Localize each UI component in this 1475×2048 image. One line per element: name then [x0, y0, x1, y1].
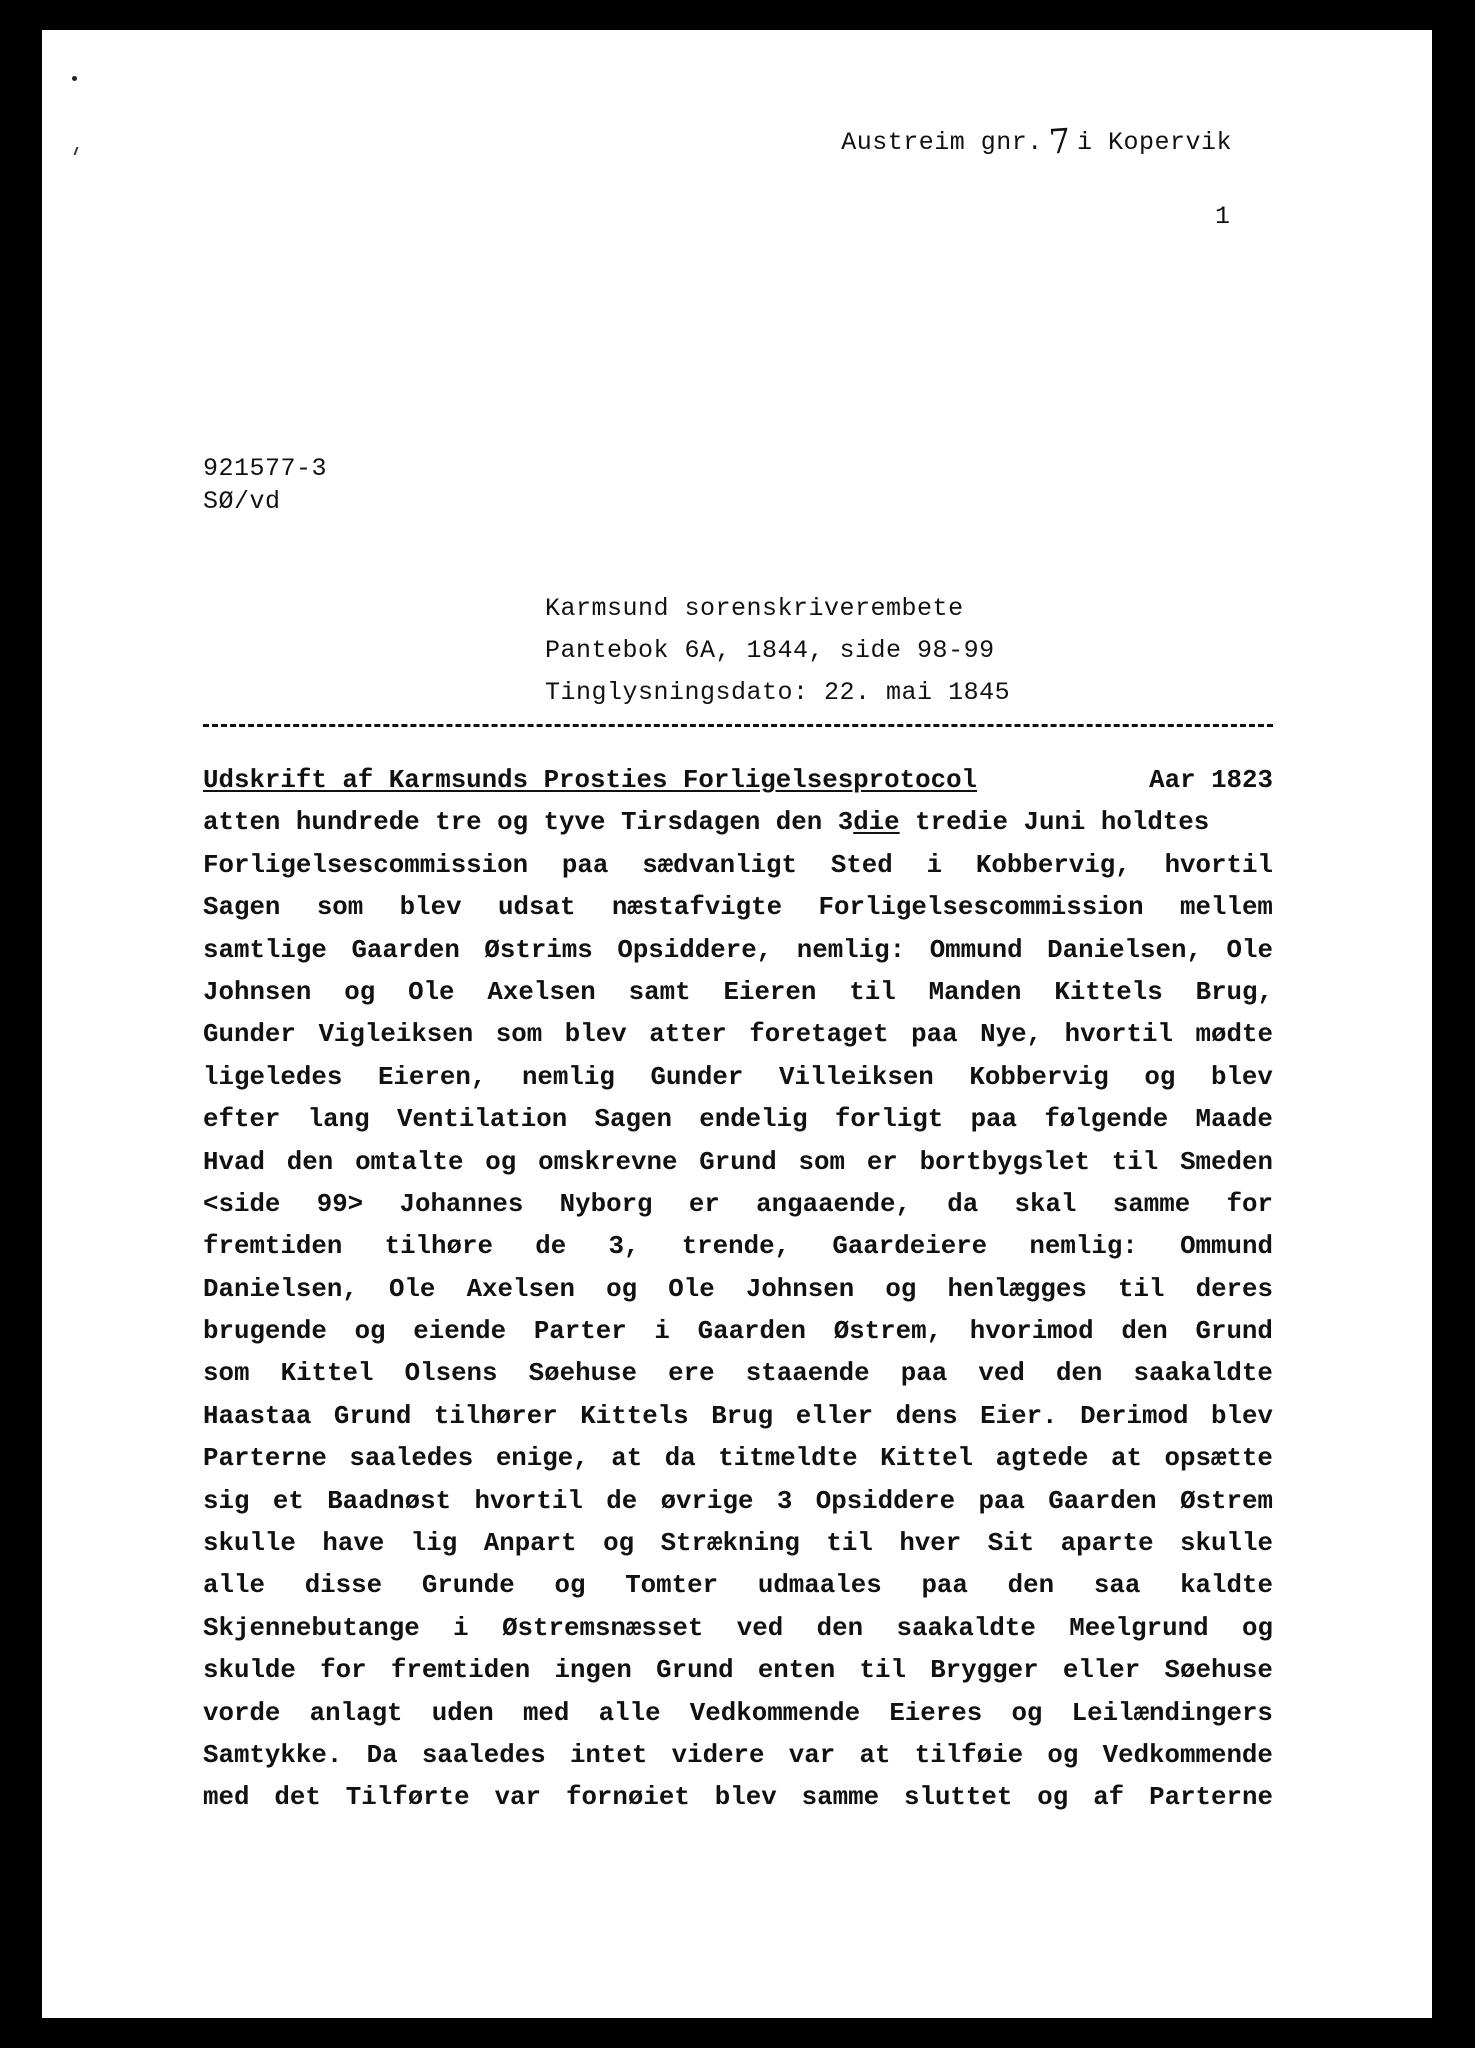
body-word: Hvad — [203, 1147, 265, 1177]
body-word: Derimod — [1080, 1401, 1189, 1431]
body-word: Eieren, — [377, 1062, 487, 1092]
body-word: i — [654, 1317, 670, 1347]
header-prefix: Austreim gnr. — [841, 128, 1043, 157]
body-word: saaledes — [349, 1444, 474, 1474]
body-word: og — [885, 1274, 917, 1304]
body-word: alle — [598, 1698, 661, 1728]
body-word: og — [603, 1529, 635, 1559]
body-word: for — [320, 1656, 367, 1686]
body-word: Johannes — [399, 1189, 524, 1219]
body-line — [203, 1735, 1273, 1777]
body-line — [203, 1523, 1273, 1565]
body-word: Nye, — [980, 1020, 1043, 1050]
body-line-segment — [203, 802, 1209, 844]
body-word: henlægges — [947, 1274, 1087, 1304]
body-word: nemlig: — [1029, 1232, 1138, 1262]
body-word: udmaales — [757, 1571, 882, 1601]
body-word: følgende — [1044, 1105, 1169, 1135]
body-word: Kittels — [580, 1401, 689, 1431]
body-word: næstafvigte — [611, 893, 783, 923]
body-lines — [203, 845, 1273, 1820]
body-word: Gaardeiere — [832, 1232, 988, 1262]
body-word: omtalte — [355, 1147, 464, 1177]
body-word: skulde — [203, 1656, 296, 1686]
body-line — [203, 1014, 1273, 1056]
body-word: hvortil — [474, 1486, 583, 1516]
body-word: Axelsen — [487, 977, 596, 1007]
body-word: til — [826, 1529, 873, 1559]
body-word: og — [344, 977, 376, 1007]
body-line — [203, 802, 1273, 844]
body-word: videre — [671, 1740, 765, 1770]
body-word: de — [535, 1232, 567, 1262]
body-word: de — [606, 1486, 638, 1516]
body-word: titmeldte — [718, 1444, 858, 1474]
body-word: ere — [668, 1359, 715, 1389]
body-word: ingen — [554, 1656, 632, 1686]
body-word: Ole — [408, 977, 455, 1007]
body-word: skulle — [1180, 1529, 1273, 1559]
body-word: brugende — [203, 1317, 327, 1347]
body-word: saakaldte — [1133, 1359, 1273, 1389]
body-word: Brug, — [1195, 977, 1273, 1007]
body-line — [203, 1565, 1273, 1607]
body-word: Tilførte — [345, 1783, 470, 1813]
body-word: som — [495, 1020, 543, 1050]
body-word: trende, — [681, 1232, 791, 1262]
body-word: Østrem — [1180, 1486, 1273, 1516]
body-word: og — [1037, 1783, 1069, 1813]
body-word: af — [1093, 1783, 1125, 1813]
body-word: agtede — [995, 1444, 1089, 1474]
body-line — [203, 845, 1273, 887]
body-word: og — [1144, 1062, 1176, 1092]
body-word: skal — [1014, 1189, 1077, 1219]
body-word: at — [611, 1444, 643, 1474]
body-word: sædvanligt — [642, 850, 798, 880]
body-word: Ommund — [1180, 1232, 1273, 1262]
registration-date: Tinglysningsdato: 22. mai 1845 — [545, 678, 1011, 707]
body-word: øvrige — [660, 1486, 754, 1516]
body-word: atter — [649, 1020, 727, 1050]
body-word: Nyborg — [559, 1189, 653, 1219]
body-word: intet — [569, 1740, 648, 1770]
body-word: Skjennebutange — [203, 1613, 420, 1643]
body-line — [203, 1777, 1273, 1819]
body-word: er — [688, 1189, 720, 1219]
body-word: angaaende, — [756, 1189, 911, 1219]
body-word: i — [453, 1613, 469, 1643]
body-word: dens — [895, 1401, 958, 1431]
body-word: paa — [561, 850, 609, 880]
body-word: paa — [900, 1359, 948, 1389]
body-word: da — [947, 1189, 979, 1219]
body-word: Grund — [1195, 1317, 1273, 1347]
body-word: Parterne — [1149, 1783, 1273, 1813]
book-reference: Pantebok 6A, 1844, side 98-99 — [545, 636, 995, 665]
body-word: Kittels — [1054, 977, 1163, 1007]
body-word: nemlig — [521, 1062, 615, 1092]
body-word: fremtiden — [390, 1656, 531, 1686]
body-word: er — [866, 1147, 898, 1177]
body-word: Anpart — [483, 1529, 577, 1559]
body-word: foretaget — [749, 1020, 889, 1050]
body-word: 99> — [316, 1189, 364, 1219]
handwritten-gnr: 7 — [1047, 121, 1073, 163]
body-word: og — [1011, 1698, 1043, 1728]
body-word: det — [274, 1783, 321, 1813]
line-part: atten hundrede tre og tyve Tirsdagen den 3 — [203, 808, 854, 838]
body-word: sig — [203, 1486, 250, 1516]
transcript-body — [203, 760, 1273, 1820]
body-word: Ole — [388, 1274, 436, 1304]
body-word: blev — [714, 1783, 777, 1813]
body-word: udsat — [498, 893, 576, 923]
body-word: deres — [1195, 1274, 1273, 1304]
body-word: skulle — [203, 1529, 296, 1559]
body-word: med — [522, 1698, 570, 1728]
body-word: til — [859, 1656, 906, 1686]
body-word: paa — [978, 1486, 1025, 1516]
body-word: Opsiddere — [815, 1486, 956, 1516]
body-word: Parterne — [203, 1444, 327, 1474]
body-word: Gaarden — [697, 1317, 806, 1347]
body-line — [203, 930, 1273, 972]
body-word: Østrem, — [833, 1317, 943, 1347]
body-line — [203, 1142, 1273, 1184]
body-word: Grund — [333, 1401, 412, 1431]
body-word: og — [606, 1274, 638, 1304]
body-word: have — [322, 1529, 385, 1559]
body-word: vorde — [203, 1698, 281, 1728]
body-word: Sit — [987, 1529, 1035, 1559]
body-word: nemlig: — [796, 935, 906, 965]
body-word: den — [1121, 1317, 1168, 1347]
body-word: i — [926, 850, 943, 880]
body-word: opsætte — [1164, 1444, 1273, 1474]
body-word: Meelgrund — [1069, 1613, 1209, 1643]
body-word: Danielsen, — [1047, 935, 1202, 965]
body-word: Tomter — [625, 1571, 719, 1601]
body-word: aparte — [1060, 1529, 1154, 1559]
body-line — [203, 1269, 1273, 1311]
body-word: Ventilation — [396, 1105, 568, 1135]
body-word: at — [1111, 1444, 1142, 1474]
body-word: hvortil — [1064, 1020, 1173, 1050]
body-word: forligt — [834, 1105, 944, 1135]
body-line — [203, 887, 1273, 929]
body-word: mødte — [1195, 1020, 1273, 1050]
body-word: som — [203, 1359, 250, 1389]
body-word: et — [272, 1486, 304, 1516]
document-page — [42, 30, 1432, 2018]
body-word: Grund — [656, 1656, 734, 1686]
body-word: og — [554, 1571, 586, 1601]
margin-tick — [74, 147, 79, 155]
body-line — [203, 1057, 1273, 1099]
body-word: Opsiddere, — [617, 935, 773, 965]
body-word: omskrevne — [538, 1147, 678, 1177]
body-word: var — [788, 1740, 836, 1770]
body-word: Eieren — [723, 977, 817, 1007]
body-word: ligeledes — [203, 1062, 343, 1092]
body-line — [203, 1311, 1273, 1353]
body-word: tilhøre — [384, 1232, 493, 1262]
body-word: Parter — [533, 1317, 627, 1347]
body-line — [203, 1353, 1273, 1395]
body-word: Ommund — [929, 935, 1023, 965]
body-word: Kobbervig, — [975, 850, 1131, 880]
body-word: Axelsen — [466, 1274, 575, 1304]
body-word: Forligelsescommission — [203, 850, 529, 880]
body-word: enige, — [495, 1444, 589, 1474]
body-word: den — [286, 1147, 334, 1177]
body-word: enten — [757, 1656, 836, 1686]
body-word: Eieres — [889, 1698, 983, 1728]
body-word: samme — [801, 1783, 880, 1813]
body-word: hvorimod — [969, 1317, 1094, 1347]
body-word: Baadnøst — [327, 1486, 452, 1516]
body-word: Forligelsescommission — [818, 893, 1144, 923]
body-word: Kittel — [280, 1359, 374, 1389]
body-word: disse — [304, 1571, 383, 1601]
header-suffix: i Kopervik — [1076, 128, 1232, 157]
body-word: og — [1241, 1613, 1273, 1643]
page-number: 1 — [1214, 202, 1230, 231]
body-word: Kobbervig — [969, 1062, 1109, 1092]
body-line — [203, 1650, 1273, 1692]
body-line — [203, 1608, 1273, 1650]
body-word: da — [664, 1444, 696, 1474]
body-word: Leilændingers — [1071, 1698, 1273, 1728]
body-word: til — [849, 977, 896, 1007]
body-word: endelig — [699, 1105, 808, 1135]
body-line — [203, 1438, 1273, 1480]
body-word: fornøiet — [565, 1783, 690, 1813]
body-line — [203, 760, 1273, 802]
body-word: at — [859, 1740, 891, 1770]
body-line — [203, 1226, 1273, 1268]
body-word: Grund — [699, 1147, 777, 1177]
body-word: Vedkommende — [689, 1698, 861, 1728]
body-word: med — [203, 1783, 250, 1813]
body-word: eller — [795, 1401, 874, 1431]
body-word: og — [1047, 1740, 1079, 1770]
body-word: blev — [564, 1020, 627, 1050]
body-word: Maade — [1195, 1105, 1273, 1135]
body-word: blev — [1210, 1062, 1273, 1092]
body-word: for — [1226, 1189, 1273, 1219]
body-word: paa — [921, 1571, 968, 1601]
body-word: lang — [307, 1105, 370, 1135]
body-word: Sagen — [594, 1105, 672, 1135]
body-word: Østremsnæsset — [502, 1613, 704, 1643]
body-word: Søehuse — [528, 1359, 638, 1389]
body-line — [203, 1693, 1273, 1735]
body-word: Strækning — [660, 1529, 800, 1559]
body-word: saakaldte — [896, 1613, 1036, 1643]
body-word: saaledes — [421, 1740, 546, 1770]
body-word: samtlige — [203, 935, 327, 965]
body-word: Villeiksen — [778, 1062, 934, 1092]
body-word: eiende — [413, 1317, 507, 1347]
body-word: Gunder — [650, 1062, 744, 1092]
body-word: Sagen — [203, 893, 281, 923]
body-word: lig — [410, 1529, 458, 1559]
body-word: anlagt — [309, 1698, 403, 1728]
header-title — [841, 118, 1232, 163]
body-word: Søehuse — [1164, 1656, 1273, 1686]
body-word: saa — [1093, 1571, 1141, 1601]
body-line — [203, 1099, 1273, 1141]
reference-initials: SØ/vd — [203, 487, 281, 516]
body-word: efter — [203, 1105, 281, 1135]
body-word: 3 — [776, 1486, 793, 1516]
body-word: samt — [628, 977, 691, 1007]
body-word: paa — [970, 1105, 1018, 1135]
body-word: fremtiden — [203, 1232, 343, 1262]
body-word: og — [485, 1147, 517, 1177]
body-word: som — [798, 1147, 845, 1177]
body-word: sluttet — [903, 1783, 1013, 1813]
body-line — [203, 1396, 1273, 1438]
body-word: uden — [431, 1698, 494, 1728]
body-word: Ole — [1226, 935, 1273, 965]
body-word: Olsens — [404, 1359, 498, 1389]
body-word: samme — [1112, 1189, 1191, 1219]
body-word: Johnsen — [745, 1274, 855, 1304]
document-heading: Udskrift af Karmsunds Prosties Forligelsesprotocol — [203, 766, 978, 795]
body-word: hvortil — [1164, 850, 1273, 880]
body-word: tilføie — [914, 1740, 1024, 1770]
body-word: blev — [399, 893, 462, 923]
body-word: og — [354, 1317, 386, 1347]
body-word: Gunder — [203, 1020, 296, 1050]
body-word: <side — [203, 1189, 281, 1219]
office-name: Karmsund sorenskriverembete — [545, 594, 964, 623]
body-word: bortbygslet — [919, 1147, 1090, 1177]
body-word: Kittel — [880, 1444, 974, 1474]
body-word: ved — [978, 1359, 1025, 1389]
body-word: staaende — [745, 1359, 870, 1389]
body-word: til — [1111, 1147, 1159, 1177]
body-word: Gaarden — [351, 935, 460, 965]
body-line — [203, 1184, 1273, 1226]
body-word: den — [1055, 1359, 1103, 1389]
body-word: Gaarden — [1048, 1486, 1157, 1516]
body-word: Johnsen — [203, 977, 312, 1007]
body-word: Sted — [830, 850, 893, 880]
body-word: hver — [899, 1529, 962, 1559]
body-word: som — [316, 893, 364, 923]
body-word: Smeden — [1180, 1147, 1273, 1177]
body-word: Brug — [711, 1401, 774, 1431]
body-word: tilhører — [433, 1401, 558, 1431]
body-word: Manden — [928, 977, 1022, 1007]
body-word: Ole — [668, 1274, 715, 1304]
body-word: Eier. — [980, 1401, 1058, 1431]
margin-dot — [72, 76, 77, 81]
body-word: den — [1007, 1571, 1055, 1601]
body-word: Brygger — [930, 1656, 1039, 1686]
body-word: Haastaa — [203, 1401, 312, 1431]
body-word: var — [494, 1783, 542, 1813]
body-word: 3, — [608, 1232, 640, 1262]
body-word: til — [1117, 1274, 1165, 1304]
body-line — [203, 1481, 1273, 1523]
body-line — [203, 972, 1273, 1014]
body-word: Danielsen, — [203, 1274, 358, 1304]
body-word: Da — [366, 1740, 398, 1770]
body-word: Østrims — [484, 935, 593, 965]
reference-number: 921577-3 — [203, 454, 328, 483]
body-word: Grunde — [421, 1571, 515, 1601]
body-word: kaldte — [1180, 1571, 1273, 1601]
body-word: blev — [1211, 1401, 1273, 1431]
body-word: Samtykke. — [203, 1740, 343, 1770]
body-word: alle — [203, 1571, 265, 1601]
body-word: Vedkommende — [1102, 1740, 1273, 1770]
underlined-word: die — [853, 808, 900, 838]
dashed-separator — [203, 724, 1273, 727]
body-word: paa — [911, 1020, 958, 1050]
body-word: Vigleiksen — [318, 1020, 474, 1050]
body-line-rest: Aar 1823 — [1149, 766, 1273, 795]
body-word: mellem — [1180, 893, 1273, 923]
line-part: tredie Juni holdtes — [899, 808, 1210, 838]
body-word: eller — [1062, 1656, 1141, 1686]
body-word: den — [816, 1613, 864, 1643]
body-word: ved — [736, 1613, 784, 1643]
